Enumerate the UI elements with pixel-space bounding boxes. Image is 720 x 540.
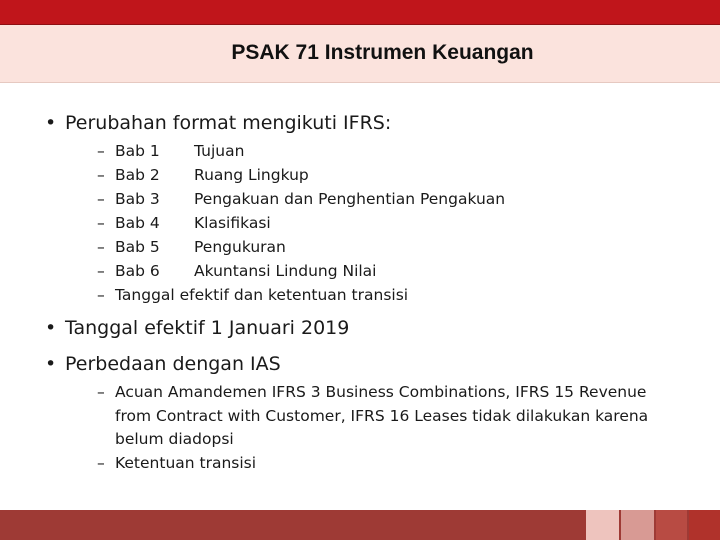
footer-block (656, 510, 687, 540)
bullet-ias-differences (45, 353, 281, 375)
bullet-text: Perbedaan dengan IAS (65, 353, 281, 375)
top-accent-bar (0, 0, 720, 25)
slide-title: PSAK 71 Instrumen Keuangan (231, 41, 534, 64)
ias-difference-text: Acuan Amandemen IFRS 3 Business Combinations, IFRS 15 Revenue from Contract with Customer, IFRS 16 Leases tidak dilakukan karena belum diadopsi (115, 383, 649, 448)
footer-block (621, 510, 654, 540)
chapter-description: Ruang Lingkup (194, 166, 309, 184)
dash-marker: – (97, 238, 105, 256)
chapter-description: Pengakuan dan Penghentian Pengakuan (194, 190, 506, 208)
dash-marker: – (97, 286, 105, 304)
footer-bar (0, 510, 720, 540)
chapter-number: Bab 3 (115, 190, 160, 208)
effective-date-item: Tanggal efektif dan ketentuan transisi (115, 286, 409, 304)
chapter-description: Tujuan (194, 142, 245, 160)
footer-block (689, 510, 720, 540)
chapter-number: Bab 2 (115, 166, 160, 184)
chapter-number: Bab 5 (115, 238, 160, 256)
bullet-dot: • (45, 317, 57, 339)
bullet-text: Tanggal efektif 1 Januari 2019 (65, 317, 350, 339)
bullet-ifrs-format (45, 112, 391, 134)
bullet-dot: • (45, 353, 57, 375)
dash-marker: – (97, 214, 105, 232)
dash-marker: – (97, 142, 105, 160)
ias-difference-list (97, 381, 677, 475)
bullet-text: Perubahan format mengikuti IFRS: (65, 112, 392, 134)
chapter-number: Bab 4 (115, 214, 160, 232)
bullet-dot: • (45, 112, 57, 134)
footer-block (586, 510, 619, 540)
dash-marker: – (97, 383, 105, 401)
ias-difference-text: Ketentuan transisi (115, 453, 257, 472)
chapter-description: Pengukuran (194, 238, 286, 256)
chapter-number: Bab 6 (115, 262, 160, 280)
list-item (97, 452, 677, 476)
dash-marker: – (97, 262, 105, 280)
dash-marker: – (97, 166, 105, 184)
chapter-description: Klasifikasi (194, 214, 271, 232)
chapter-number: Bab 1 (115, 142, 160, 160)
list-item (97, 381, 677, 452)
title-divider (0, 82, 720, 83)
chapter-description: Akuntansi Lindung Nilai (194, 262, 377, 280)
dash-marker: – (97, 453, 105, 472)
dash-marker: – (97, 190, 105, 208)
bullet-effective-date (45, 317, 349, 339)
